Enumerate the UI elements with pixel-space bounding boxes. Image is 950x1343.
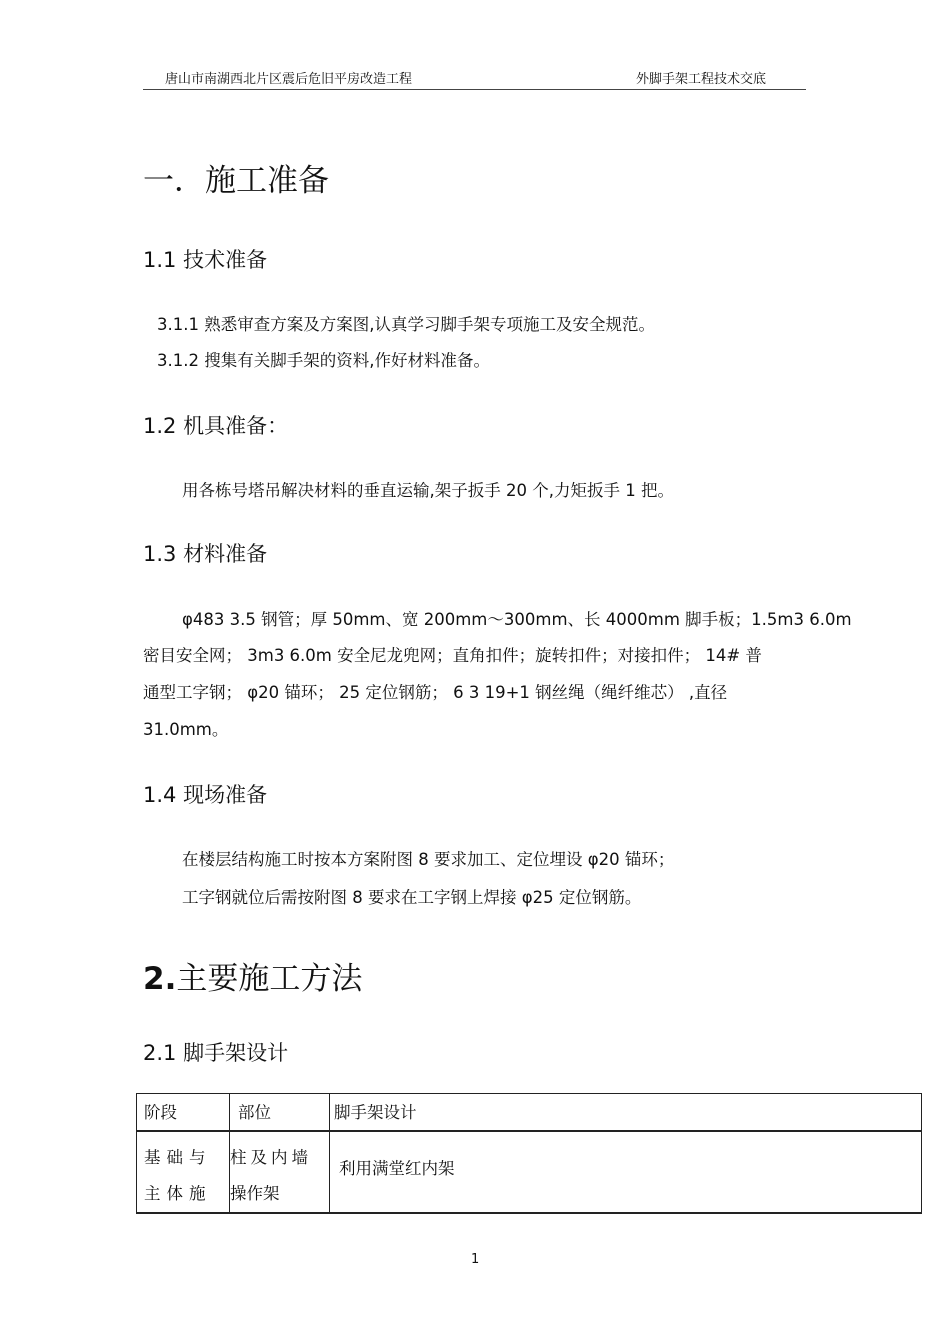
header-rule (143, 89, 806, 90)
section-1-1-item: 3.1.1 熟悉审查方案及方案图,认真学习脚手架专项施工及安全规范。 (157, 315, 655, 334)
table-cell-stage (137, 1131, 230, 1213)
section-1-1-title: 1.1 技术准备 (143, 248, 268, 272)
table-header-cell: 部位 (230, 1094, 330, 1132)
section-1-4-line: 在楼层结构施工时按本方案附图 8 要求加工、定位埋设 φ20 锚环； (182, 850, 675, 869)
section-1-2-text: 用各栋号塔吊解决材料的垂直运输,架子扳手 20 个,力矩扳手 1 把。 (182, 481, 674, 500)
section-1-3-title: 1.3 材料准备 (143, 542, 268, 566)
section-2-1-title: 2.1 脚手架设计 (143, 1041, 289, 1065)
section-1-3-line: 通型工字钢； φ20 锚环； 25 定位钢筋； 6 3 19+1 钢丝绳（绳纤维芯） ,直径 (143, 683, 728, 702)
section-1-3-line: 31.0mm。 (143, 720, 229, 739)
section-1-3-line: φ483 3.5 钢管；厚 50mm、宽 200mm～300mm、长 4000mm 脚手板；1.5m3 6.0m (182, 610, 852, 629)
header-left-title: 唐山市南湖西北片区震后危旧平房改造工程 (165, 72, 413, 87)
section-1-title: 一．施工准备 (143, 163, 329, 199)
section-1-3-line: 密目安全网； 3m3 6.0m 安全尼龙兜网；直角扣件；旋转扣件；对接扣件； 14# 普 (143, 646, 762, 665)
table-row (137, 1131, 922, 1213)
stage-line: 主体施 (144, 1184, 212, 1203)
header-right-title: 外脚手架工程技术交底 (636, 72, 767, 87)
part-line: 操作架 (230, 1184, 280, 1203)
scaffold-design-table (136, 1093, 922, 1214)
section-1-1-item: 3.1.2 搜集有关脚手架的资料,作好材料准备。 (157, 351, 490, 370)
section-2-title (143, 953, 362, 998)
table-header-cell: 脚手架设计 (330, 1094, 922, 1132)
table-header-row (137, 1094, 922, 1132)
section-2-number: 2. (143, 961, 177, 997)
table-header-cell: 阶段 (137, 1094, 230, 1132)
table-cell-design: 利用满堂红内架 (330, 1131, 922, 1213)
section-2-text: 主要施工方法 (176, 961, 363, 997)
section-1-4-title: 1.4 现场准备 (143, 783, 268, 807)
part-line: 柱及内墙 (230, 1148, 312, 1167)
table-cell-part (230, 1131, 330, 1213)
section-1-4-line: 工字钢就位后需按附图 8 要求在工字钢上焊接 φ25 定位钢筋。 (182, 888, 642, 907)
stage-line: 基础与 (144, 1148, 212, 1167)
page-number: 1 (471, 1252, 480, 1267)
section-1-2-title: 1.2 机具准备： (143, 414, 289, 438)
